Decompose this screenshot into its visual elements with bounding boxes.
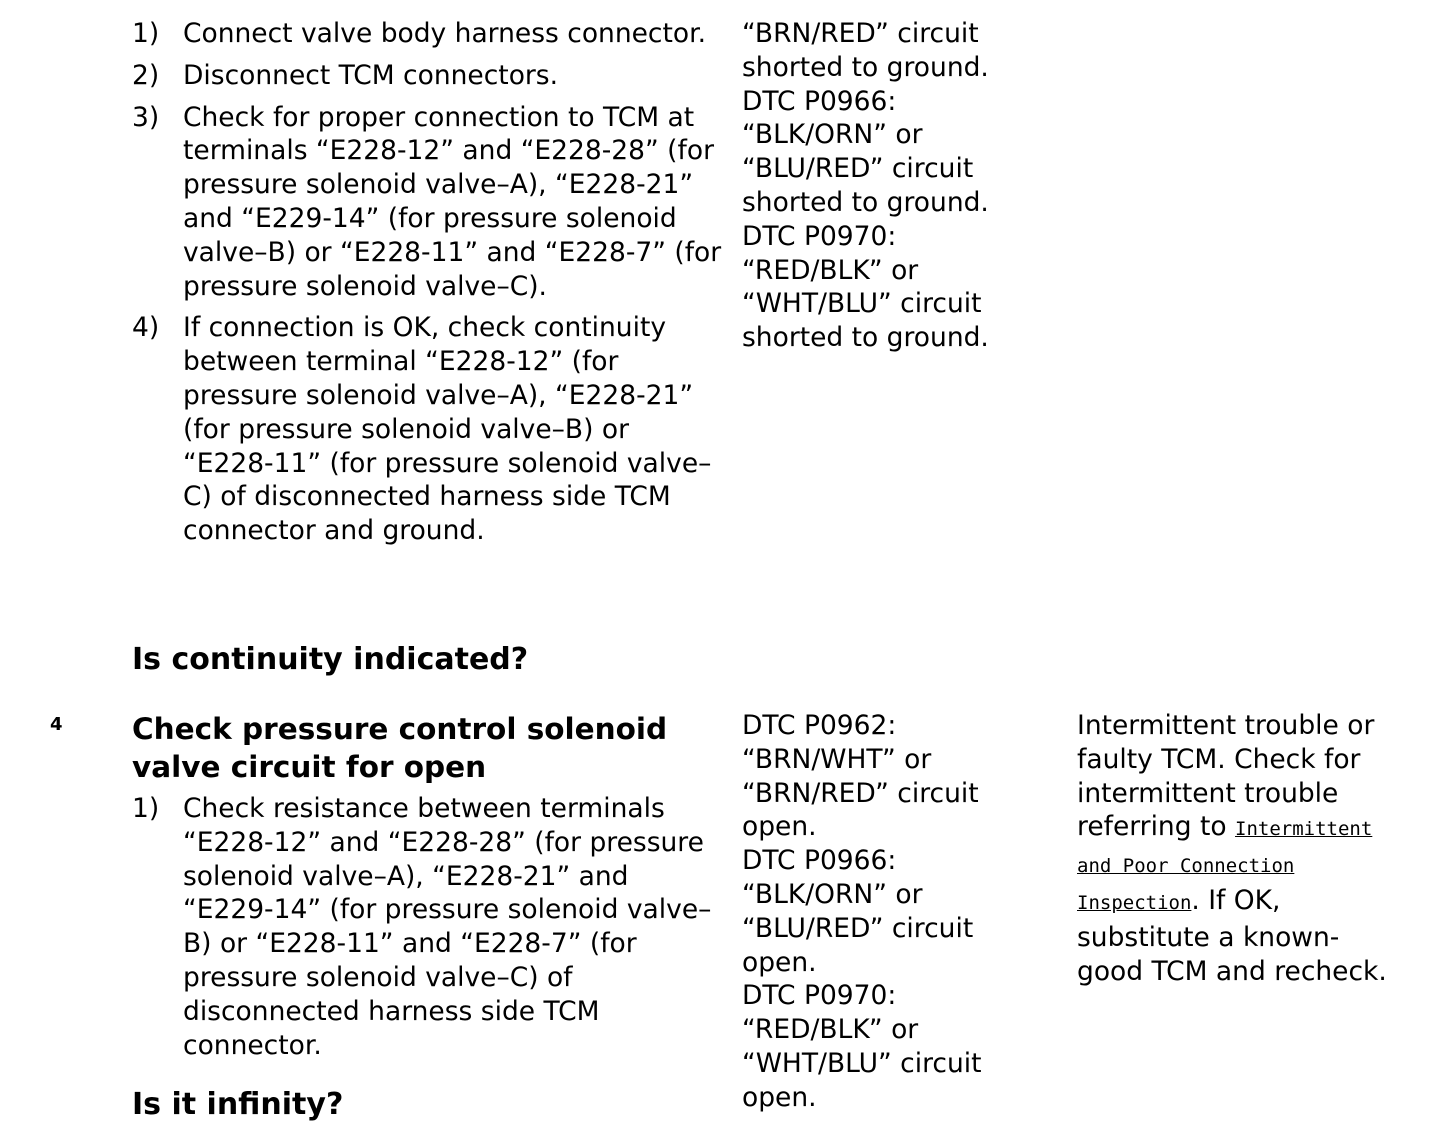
row3-step-1 xyxy=(132,17,722,51)
row3-procedure xyxy=(132,17,722,556)
step-number: 1) xyxy=(132,793,160,824)
step-text: Check for proper connection to TCM at terminals “E228-12” and “E228-28” (for pressure solenoid valve–A), “E228-21” and “E229-14” (for pressure solenoid valve–B) or “E228-11” and “E228-7” (for pressure solenoid valve–C). xyxy=(183,101,722,302)
row4-yes-result: DTC P0962: “BRN/WHT” or “BRN/RED” circuit open. DTC P0966: “BLK/ORN” or “BLU/RED” circuit open. DTC P0970: “RED/BLK” or “WHT/BLU” circuit open. xyxy=(742,710,982,1113)
row3-step-2 xyxy=(132,59,722,93)
row4-step-number: 4 xyxy=(50,714,63,735)
row4-heading: Check pressure control solenoid valve circuit for open xyxy=(132,712,668,784)
row4-question: Is it infinity? xyxy=(132,1087,344,1122)
intermittent-inspection-link[interactable]: Intermittent and Poor Connection Inspection xyxy=(1077,818,1373,914)
step-number: 2) xyxy=(132,59,160,91)
row3-yes-result: “BRN/RED” circuit shorted to ground. DTC P0966: “BLK/ORN” or “BLU/RED” circuit shorted to ground. DTC P0970: “RED/BLK” or “WHT/BLU” circuit shorted to ground. xyxy=(742,18,989,354)
row4-no-result xyxy=(1077,709,1397,988)
step-number: 4) xyxy=(132,312,160,344)
row4-procedure xyxy=(132,792,722,1070)
no-result-text: Intermittent trouble or faulty TCM. Check for intermittent trouble referring to xyxy=(1077,710,1375,843)
row3-step-4 xyxy=(132,311,722,548)
row3-question: Is continuity indicated? xyxy=(132,642,529,677)
step-text: Disconnect TCM connectors. xyxy=(183,59,559,91)
step-text: Check resistance between terminals “E228-12” and “E228-28” (for pressure solenoid valve–A), “E228-21” and “E229-14” (for pressure solenoid valve–B) or “E228-11” and “E228-7” (for pressure solenoid valve–C) of disconnected harness side TCM connector. xyxy=(183,793,712,1061)
no-result-text-after: . If OK, substitute a known-good TCM and recheck. xyxy=(1077,884,1387,987)
step-number: 3) xyxy=(132,101,160,133)
step-text: If connection is OK, check continuity between terminal “E228-12” (for pressure solenoid valve–A), “E228-21” (for pressure solenoid valve–B) or “E228-11” (for pressure solenoid valve–C) of disconnected harness side TCM connector and ground. xyxy=(183,312,712,547)
row3-step-list xyxy=(132,17,722,548)
row4-step-list xyxy=(132,792,722,1062)
row3-step-3 xyxy=(132,101,722,304)
step-number: 1) xyxy=(132,18,160,49)
step-text: Connect valve body harness connector. xyxy=(183,18,706,49)
row4-step-1 xyxy=(132,792,722,1062)
